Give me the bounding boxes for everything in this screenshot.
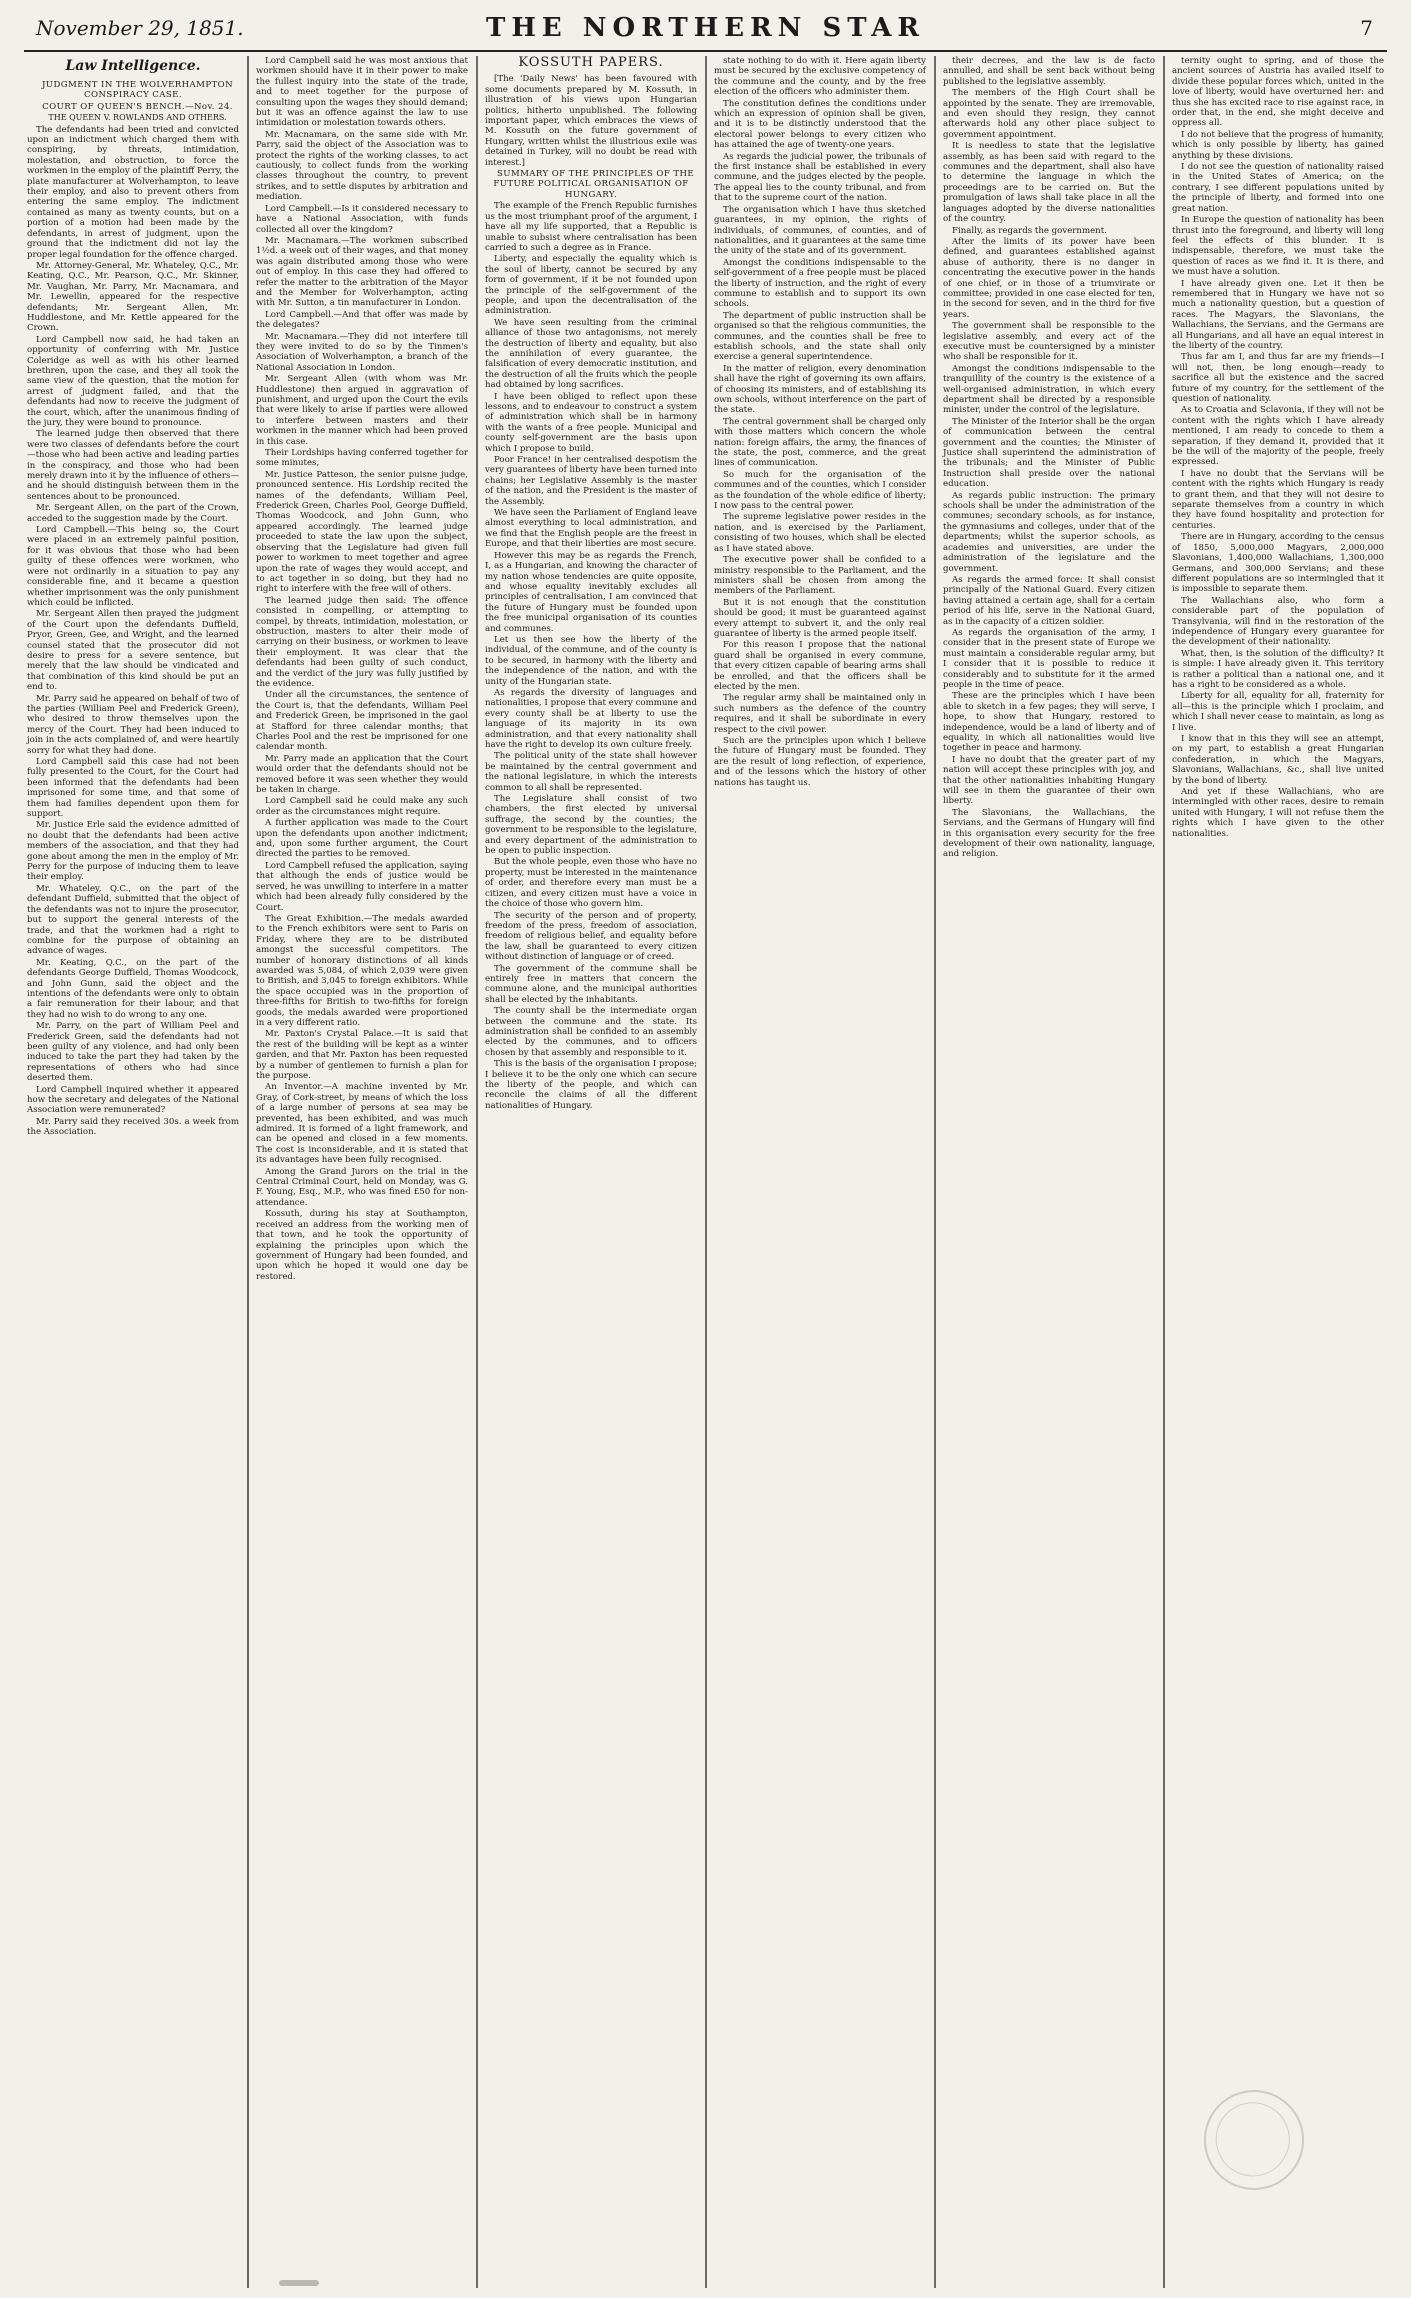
column-6	[1169, 56, 1387, 2288]
paragraph: I have no doubt that the Servians will be content with the rights which Hungary is ready to grant them, and that they will not desire to separate themselves from a country in which they have found hospitality and protection for centuries.	[1172, 468, 1384, 531]
paragraph: The organisation which I have thus sketched guarantees, in my opinion, the rights of individuals, of communes, of counties, and of nationalities, and it guarantees at the same time the unity of the state and of its government.	[714, 204, 926, 257]
paragraph: Lord Campbell now said, he had taken an opportunity of conferring with Mr. Justice Coleridge as well as with his other learned brethren, upon the case, and they all took the same view of the question, that the motion for arrest of judgment failed, and that the defendants had now to receive the judgment of the court, which, after the unanimous finding of the jury, they were bound to pronounce.	[27, 334, 239, 428]
paragraph: The government of the commune shall be entirely free in matters that concern the commune alone, and the municipal authorities shall be elected by the inhabitants.	[485, 963, 697, 1005]
column-1	[24, 56, 242, 2288]
paragraph: The county shall be the intermediate organ between the commune and the state. Its administration shall be confided to an assembly elected by the communes, and to officers chosen by that assembly and responsible to it.	[485, 1006, 697, 1058]
column-3	[482, 56, 700, 2288]
paragraph: Liberty for all, equality for all, fraternity for all—this is the principle which I proclaim, and which I shall never cease to maintain, as long as I live.	[1172, 691, 1384, 733]
paragraph: Mr. Sergeant Allen, on the part of the Crown, acceded to the suggestion made by the Court.	[27, 503, 239, 524]
paragraph: A further application was made to the Court upon the defendants upon another indictment; and, upon some further argument, the Court directed the parties to be removed.	[256, 818, 468, 860]
paragraph: Liberty, and especially the equality which is the soul of liberty, cannot be secured by any form of government, if it be not founded upon the principle of the self-government of the people, and upon the decentralisation of the administration.	[485, 254, 697, 317]
column-rule	[247, 56, 249, 2288]
paragraph: And yet if these Wallachians, who are intermingled with other races, desire to remain united with Hungary, I will not refuse them the rights which I have given to the other nationalities.	[1172, 787, 1384, 839]
paragraph: Lord Campbell.—This being so, the Court were placed in an extremely painful position, for it was obvious that those who had been guilty of these offences were workmen, who were not ordinarily in a situation to pay any considerable fine, and it became a question whether imprisonment was the only punishment which could be inflicted.	[27, 525, 239, 608]
paragraph: The security of the person and of property, freedom of the press, freedom of association, freedom of religious belief, and equality before the law, shall be guaranteed to every citizen without distinction of language or of creed.	[485, 910, 697, 963]
paragraph: Mr. Macnamara.—The workmen subscribed 1½d. a week out of their wages, and that money was again distributed among those who were out of employ. In this case they had offered to refer the matter to the arbitration of the Mayor and the Member for Wolverhampton, acting with Mr. Sutton, a tin manufacturer in London.	[256, 235, 468, 309]
page-number: 7	[1360, 16, 1373, 40]
paragraph: The Minister of the Interior shall be the organ of communication between the central government and the counties; the Minister of Justice shall superintend the administration of the tribunals; and the Minister of Public Instruction shall preside over the national education.	[943, 416, 1155, 490]
paragraph: The executive power shall be confided to a ministry responsible to the Parliament, and the ministers shall be chosen from among the members of the Parliament.	[714, 555, 926, 597]
paragraph: Lord Campbell said he was most anxious that workmen should have it in their power to make the fullest inquiry into the state of the trade, and to meet together for the purpose of consulting upon the wages they should demand; but it was an offence against the law to use intimidation or molestation towards others.	[256, 56, 468, 129]
newspaper-page	[24, 10, 1387, 2288]
column-rule	[934, 56, 936, 2288]
paragraph: I know that in this they will see an attempt, on my part, to establish a great Hungarian confederation, in which the Magyars, Slavonians, Wallachians, &c., shall live united by the bond of liberty.	[1172, 734, 1384, 786]
paragraph: Lord Campbell said this case had not been fully presented to the Court, for the Court had been informed that the defendants had been imprisoned for some time, and that some of them had families dependent upon them for support.	[27, 757, 239, 820]
paragraph: Lord Campbell said he could make any such order as the circumstances might require.	[256, 796, 468, 817]
summary-heading: SUMMARY OF THE PRINCIPLES OF THE FUTURE POLITICAL ORGANISATION OF HUNGARY.	[493, 169, 695, 200]
column-5	[940, 56, 1158, 2288]
intro-paragraph: [The 'Daily News' has been favoured with some documents prepared by M. Kossuth, in illustration of his views upon Hungarian politics, hitherto unpublished. The following important paper, which embraces the views of M. Kossuth on the future government of Hungary, written whilst the illustrious exile was detained in Turkey, will no doubt be read with interest.]	[485, 74, 697, 168]
paragraph: The Slavonians, the Wallachians, the Servians, and the Germans of Hungary will find in this organisation every security for the free development of their own nationality, language, and religion.	[943, 807, 1155, 860]
paragraph: We have seen resulting from the criminal alliance of those two antagonisms, not merely the destruction of liberty and equality, but also the annihilation of every guarantee, the falsification of every democratic institution, and the destruction of all the fruits which the people had obtained by long sacrifices.	[485, 317, 697, 391]
paragraph: The regular army shall be maintained only in such numbers as the defence of the country requires, and it shall be subordinate in every respect to the civil power.	[714, 693, 926, 735]
paragraph: As regards the judicial power, the tribunals of the first instance shall be established in every commune, and the judges elected by the people. The appeal lies to the county tribunal, and from that to the supreme court of the nation.	[714, 151, 926, 204]
paragraph: After the limits of its power have been defined, and guarantees established against abuse of authority, there is no danger in concentrating the executive power in the hands of one chief, or in those of a triumvirate or committee; provided in one case elected for ten, in the second for seven, and in the third for five years.	[943, 236, 1155, 320]
paragraph: The Legislature shall consist of two chambers, the first elected by universal suffrage, the second by the counties; the government to be responsible to the legislature, and every department of the administration to be open to public inspection.	[485, 794, 697, 857]
paragraph: These are the principles which I have been able to sketch in a few pages; they will serve, I hope, to show that Hungary, restored to independence, would be a land of liberty and of equality, in which all nationalities would live together in peace and harmony.	[943, 691, 1155, 754]
article-heading: KOSSUTH PAPERS.	[518, 56, 664, 70]
paragraph: An Inventor.—A machine invented by Mr. Gray, of Cork-street, by means of which the loss of a large number of persons at sea may be prevented, has been exhibited, and was much admired. It is formed of a light framework, and can be opened and closed in a few moments. The cost is inconsiderable, and it is stated that its advantages have been fully recognised.	[256, 1082, 468, 1166]
paragraph: The members of the High Court shall be appointed by the senate. They are irremovable, and even should they resign, they cannot afterwards hold any other place subject to government appointment.	[943, 88, 1155, 140]
paragraph: The central government shall be charged only with those matters which concern the whole nation: foreign affairs, the army, the finances of the state, the post, commerce, and the great lines of communication.	[714, 416, 926, 469]
paragraph: As regards the armed force: It shall consist principally of the National Guard. Every citizen having attained a certain age, shall for a certain period of his life, serve in the National Guard, as in the capacity of a citizen soldier.	[943, 574, 1155, 627]
paragraph: Finally, as regards the government.	[952, 225, 1107, 236]
paragraph: Lord Campbell.—And that offer was made by the delegates?	[256, 309, 468, 331]
paragraph: So much for the organisation of the communes and of the counties, which I consider as the foundation of the whole edifice of liberty; I now pass to the central power.	[714, 469, 926, 512]
paragraph: Mr. Keating, Q.C., on the part of the defendants George Duffield, Thomas Woodcock, and John Gunn, said the object and the intentions of the defendants were only to obtain a fair remuneration for their labour, and that they had no wish to do wrong to any one.	[27, 957, 239, 1020]
paragraph: The Great Exhibition.—The medals awarded to the French exhibitors were sent to Paris on Friday, where they are to be distributed amongst the successful competitors. The number of honorary distinctions of all kinds awarded was 5,084, of which 2,039 were given to British, and 3,045 to foreign exhibitors. While the space occupied was in the proportion of three-fifths for British to two-fifths for foreign goods, the medals awarded were proportioned in a very different ratio.	[256, 913, 468, 1028]
newspaper-title: THE NORTHERN STAR	[486, 13, 925, 43]
paragraph: The government shall be responsible to the legislative assembly, and every act of the executive must be countersigned by a minister who shall be responsible for it.	[943, 321, 1155, 363]
paragraph: Mr. Macnamara.—They did not interfere till they were invited to do so by the Tinmen's Association of Wolverhampton, a branch of the National Association in London.	[256, 331, 468, 373]
paragraph: I have no doubt that the greater part of my nation will accept these principles with joy, and that the other nationalities inhabiting Hungary will see in them the guarantee of their own liberty.	[943, 754, 1155, 807]
paragraph: state nothing to do with it. Here again liberty must be secured by the exclusive competency of the commune and the county, and by the free election of the officers who administer them.	[714, 56, 926, 98]
paragraph: I have already given one. Let it then be remembered that in Hungary we have not so much a nationality question, but a question of races. The Magyars, the Slavonians, the Wallachians, the Servians, and the Germans are all Hungarians, and all have an equal interest in the liberty of the country.	[1172, 278, 1384, 351]
paragraph: I do not see the question of nationality raised in the United States of America; on the contrary, I see different populations united by the principle of liberty, and formed into one great nation.	[1172, 162, 1384, 214]
paragraph: Such are the principles upon which I believe the future of Hungary must be founded. They are the result of long reflection, of experience, and of the lessons which the history of other nations has taught us.	[714, 736, 926, 788]
paragraph: Amongst the conditions indispensable to the self-government of a free people must be placed the liberty of instruction, and the right of every commune to establish and to support its own schools.	[714, 257, 926, 310]
paragraph: Among the Grand Jurors on the trial in the Central Criminal Court, held on Monday, was G. F. Young, Esq., M.P., who was fined £50 for non-attendance.	[256, 1166, 468, 1208]
paragraph: Their Lordships having conferred together for some minutes,	[256, 448, 468, 469]
paragraph: Kossuth, during his stay at Southampton, received an address from the working men of that town, and he took the opportunity of explaining the principles upon which the government of Hungary had been founded, and upon which he hoped it would one day be restored.	[256, 1209, 468, 1282]
paragraph: The defendants had been tried and convicted upon an indictment which charged them with conspiring, by threats, intimidation, molestation, and obstruction, to force the workmen in the employ of the plaintiff Perry, the plate manufacturer at Wolverhampton, to leave their employ, and also to prevent others from entering the same employ. The indictment contained as many as twenty counts, but on a portion of a motion had been made by the defendants, in arrest of judgment, upon the ground that the indictment did not lay the proper legal foundation for the offence charged.	[27, 124, 239, 260]
masthead	[24, 10, 1387, 52]
paragraph: Lord Campbell.—Is it considered necessary to have a National Association, with funds collected all over the kingdom?	[256, 203, 468, 235]
paragraph: As regards the diversity of languages and nationalities, I propose that every commune and every county shall be at liberty to use the language of its majority in its own administration, and that every nationality shall have the right to develop its own culture freely.	[485, 687, 697, 750]
paragraph: Under all the circumstances, the sentence of the Court is, that the defendants, William Peel and Frederick Green, be imprisoned in the gaol at Stafford for three calendar months; that Charles Pool and the rest be imprisoned for one calendar month.	[256, 690, 468, 753]
paragraph: But the whole people, even those who have no property, must be interested in the maintenance of order, and therefore every man must be a citizen, and every citizen must have a voice in the choice of those who govern him.	[485, 857, 697, 910]
paragraph: Mr. Parry said he appeared on behalf of two of the parties (William Peel and Frederick Green), who desired to throw themselves upon the mercy of the Court. They had been induced to join in the acts complained of, and were heartily sorry for what they had done.	[27, 693, 239, 756]
paragraph: Mr. Attorney-General, Mr. Whateley, Q.C., Mr. Keating, Q.C., Mr. Pearson, Q.C., Mr. Skinner, Mr. Vaughan, Mr. Parry, Mr. Macnamara, and Mr. Lewellin, appeared for the respective defendants; Mr. Sergeant Allen, Mr. Huddlestone, and Mr. Kettle appeared for the Crown.	[27, 260, 239, 334]
article-heading: JUDGMENT IN THE WOLVERHAMPTON CONSPIRACY CASE.	[41, 80, 234, 101]
paragraph: The Wallachians also, who form a considerable part of the population of Transylvania, will find in the restoration of the independence of Hungary every guarantee for the development of their nationality.	[1172, 595, 1384, 648]
paragraph: The supreme legislative power resides in the nation, and is exercised by the Parliament, consisting of two houses, which shall be elected as I have stated above.	[714, 512, 926, 554]
paragraph: their decrees, and the law is de facto annulled, and shall be sent back without being published to the legislative assembly.	[943, 56, 1155, 87]
paragraph: Let us then see how the liberty of the individual, of the commune, and of the county is to be secured, in harmony with the liberty and the independence of the nation, and with the unity of the Hungarian state.	[485, 634, 697, 687]
paragraph: Mr. Justice Erle said the evidence admitted of no doubt that the defendants had been active members of the association, and that they had gone about among the men in the employ of Mr. Perry for the purpose of inducing them to leave their employ.	[27, 820, 239, 883]
paragraph: Mr. Macnamara, on the same side with Mr. Parry, said the object of the Association was to protect the rights of the working classes, to act cautiously, to collect funds from the working classes throughout the country, to prevent strikes, and to settle disputes by arbitration and mediation.	[256, 129, 468, 203]
court-heading: COURT OF QUEEN'S BENCH.—Nov. 24.	[42, 101, 233, 112]
paragraph: In the matter of religion, every denomination shall have the right of governing its own affairs, of choosing its ministers, and of establishing its own schools, without interference on the part of the state.	[714, 363, 926, 416]
ink-smudge	[279, 2280, 319, 2286]
paragraph: Poor France! in her centralised despotism the very guarantees of liberty have been turned into chains; her Legislative Assembly is the master of the nation, and the President is the master of the Assembly.	[485, 455, 697, 507]
paragraph: Mr. Parry made an application that the Court would order that the defendants should not be removed before it was seen whether they would be taken in charge.	[256, 753, 468, 796]
paragraph: Mr. Parry said they received 30s. a week from the Association.	[27, 1116, 239, 1138]
paragraph: I do not believe that the progress of humanity, which is only possible by liberty, has gained anything by these divisions.	[1172, 129, 1384, 161]
column-rule	[476, 56, 478, 2288]
paragraph: The learned judge then said: The offence consisted in compelling, or attempting to compel, by threats, intimidation, molestation, or obstruction, masters to alter their mode of carrying on their business, or workmen to leave their employment. It was clear that the defendants had been guilty of such conduct, and the verdict of the jury was fully justified by the evidence.	[256, 595, 468, 689]
paragraph: I have been obliged to reflect upon these lessons, and to endeavour to construct a system of administration which shall be in harmony with the wants of a free people. Municipal and county self-government are the basis upon which I propose to build.	[485, 391, 697, 454]
paragraph: Mr. Whateley, Q.C., on the part of the defendant Duffield, submitted that the object of the defendants was not to injure the prosecutor, but to support the general interests of the trade, and that the workmen had a right to combine for the purpose of obtaining an advance of wages.	[27, 883, 239, 957]
paragraph: The constitution defines the conditions under which an expression of opinion shall be given, and it is to be distinctly understood that the electoral power belongs to every citizen who has attained the age of twenty-one years.	[714, 98, 926, 151]
paragraph: There are in Hungary, according to the census of 1850, 5,000,000 Magyars, 2,000,000 Slavonians, 1,400,000 Wallachians, 1,300,000 Germans, and 300,000 Servians; and these different populations are so intermingled that it is impossible to separate them.	[1172, 532, 1384, 595]
paragraph: It is needless to state that the legislative assembly, as has been said with regard to the communes and the department, shall also have to determine the language in which the proceedings are to be carried on. But the promulgation of laws shall take place in all the languages adopted by the diverse nationalities of the country.	[943, 141, 1155, 225]
paragraph: The example of the French Republic furnishes us the most triumphant proof of the argument, I have all my life supported, that a Republic is unable to subsist where centralisation has been carried to such a degree as in France.	[485, 201, 697, 253]
paragraph: Thus far am I, and thus far are my friends—I will not, then, be long enough—ready to sacrifice all but the existence and the sacred future of my country, for the settlement of the question of nationality.	[1172, 352, 1384, 404]
paragraph: This is the basis of the organisation I propose; I believe it to be the only one which can secure the liberty of the people, and which can reconcile the claims of all the different nationalities of Hungary.	[485, 1059, 697, 1111]
paragraph: Lord Campbell inquired whether it appeared how the secretary and delegates of the National Association were remunerated?	[27, 1084, 239, 1116]
paragraph: As regards public instruction: The primary schools shall be under the administration of the communes; secondary schools, as for instance, the gymnasiums and colleges, under that of the departments; whilst the superior schools, as academies and universities, are under the administration of the legislature and the government.	[943, 490, 1155, 574]
paragraph: Mr. Justice Patteson, the senior puisne judge, pronounced sentence. His Lordship recited the names of the defendants, William Peel, Frederick Green, Charles Pool, George Duffield, Thomas Woodcock, and John Gunn, who appeared accordingly. The learned judge proceeded to state the law upon the subject, observing that the Legislature had given full power to workmen to meet together and agree upon the rate of wages they would accept, and to act together in so doing, but they had no right to interfere with the free will of others.	[256, 469, 468, 595]
paragraph: What, then, is the solution of the difficulty? It is simple: I have already given it. This territory is rather a political than a national one, and it has a right to be considered as a whole.	[1172, 648, 1384, 690]
paragraph: The political unity of the state shall however be maintained by the central government and the national legislature, in which the interests common to all shall be represented.	[485, 751, 697, 793]
paragraph: But it is not enough that the constitution should be good; it must be guaranteed against every attempt to subvert it, and the only real guarantee of liberty is the armed people itself.	[714, 597, 926, 639]
paragraph: Mr. Sergeant Allen (with whom was Mr. Huddlestone) then argued in aggravation of punishment, and urged upon the Court the evils that were likely to arise if parties were allowed to interfere between masters and their workmen in the manner which had been proved in this case.	[256, 374, 468, 447]
column-rule	[705, 56, 707, 2288]
issue-date: November 29, 1851.	[36, 16, 244, 40]
paragraph: Mr. Sergeant Allen then prayed the judgment of the Court upon the defendants Duffield, Pryor, Green, Gee, and Wright, and the learned counsel stated that the prosecutor did not desire to press for a severe sentence, but merely that the law should be vindicated and that combination of this kind should be put an end to.	[27, 609, 239, 693]
paragraph: In Europe the question of nationality has been thrust into the foreground, and liberty will long feel the effects of this blunder. It is indispensable, therefore, we must take the question of races as we find it. It is there, and we must have a solution.	[1172, 215, 1384, 278]
column-4	[711, 56, 929, 2288]
column-2	[253, 56, 471, 2288]
paragraph: Mr. Paxton's Crystal Palace.—It is said that the rest of the building will be kept as a winter garden, and that Mr. Paxton has been requested by a number of gentlemen to furnish a plan for the purpose.	[256, 1029, 468, 1081]
paragraph: For this reason I propose that the national guard shall be organised in every commune, that every citizen capable of bearing arms shall be enrolled, and that the officers shall be elected by the men.	[714, 640, 926, 692]
case-heading: THE QUEEN V. ROWLANDS AND OTHERS.	[48, 113, 227, 123]
paragraph: The department of public instruction shall be organised so that the religious communities, the communes, and the counties shall be free to establish schools, and the state shall only exercise a general superintendence.	[714, 310, 926, 363]
paragraph: ternity ought to spring, and of those the ancient sources of Austria has availed itself to divide these popular forces which, united in the love of liberty, would have overturned her: and thus she has excited race to rise against race, in order that, in the end, she might deceive and oppress all.	[1172, 56, 1384, 129]
section-title: Law Intelligence.	[65, 58, 201, 74]
paragraph: However this may be as regards the French, I, as a Hungarian, and knowing the character of my nation whose tendencies are quite opposite, and whose equality inevitably excludes all principles of centralisation, I am convinced that the future of Hungary must be founded upon the free municipal organisation of its counties and communes.	[485, 550, 697, 634]
paragraph: Mr. Parry, on the part of William Peel and Frederick Green, said the defendants had not been guilty of any violence, and had only been induced to take the part they had taken by the representations of others who had since deserted them.	[27, 1021, 239, 1084]
paragraph: The learned judge then observed that there were two classes of defendants before the court—those who had been active and leading parties in the conspiracy, and those who had been merely drawn into it by the influence of others—and he should distinguish between them in the sentences about to be pronounced.	[27, 429, 239, 502]
paragraph: As regards the organisation of the army, I consider that in the present state of Europe we must maintain a considerable regular army, but I consider that it is possible to reduce it considerably and to substitute for it the armed people in the time of peace.	[943, 627, 1155, 690]
column-rule	[1163, 56, 1165, 2288]
paragraph: Amongst the conditions indispensable to the tranquillity of the country is the existence of a well-organised administration, in which every department shall be directed by a responsible minister, under the control of the legislature.	[943, 363, 1155, 416]
paragraph: We have seen the Parliament of England leave almost everything to local administration, and we find that the English people are the freest in Europe, and that their liberties are most secure.	[485, 508, 697, 550]
columns	[24, 56, 1387, 2288]
paragraph: Lord Campbell refused the application, saying that although the ends of justice would be served, he was unwilling to interfere in a matter which had been already fully considered by the Court.	[256, 860, 468, 913]
paragraph: As to Croatia and Sclavonia, if they will not be content with the rights which I have already mentioned, I am ready to concede to them a separation, if they demand it, provided that it be the will of the majority of the people, freely expressed.	[1172, 405, 1384, 468]
